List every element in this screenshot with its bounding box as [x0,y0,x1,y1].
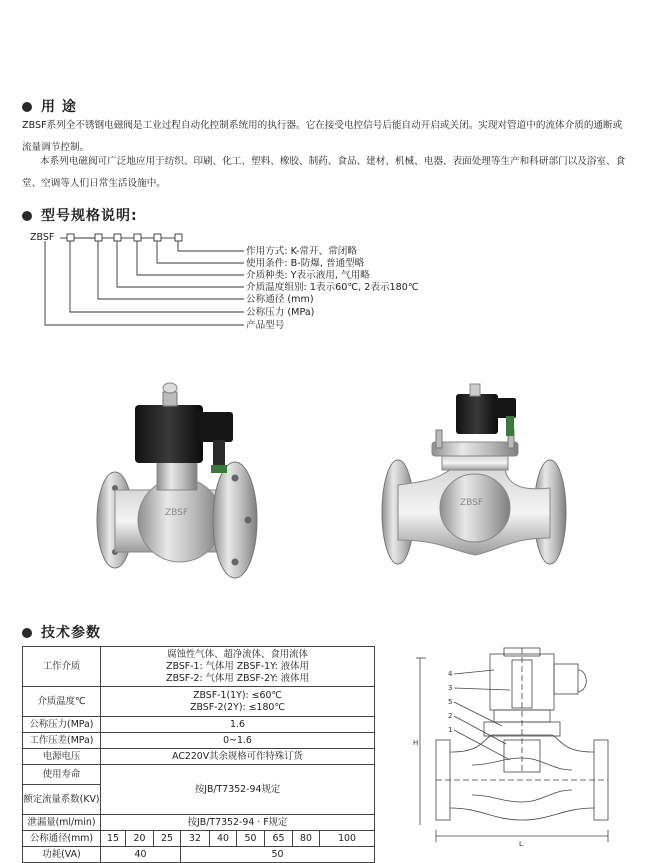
life-flow-value: 按JB/T7352-94规定 [101,765,375,815]
table-row [23,687,375,717]
spec-table [22,646,375,863]
bullet-icon [22,628,32,638]
pressure-value: 1.6 [101,717,375,733]
temp-value: ZBSF-1(1Y): ≤60℃ ZBSF-2(2Y): ≤180℃ [101,687,375,717]
right-brand-mark: ZBSF [460,498,484,508]
voltage-value: AC220V其余规格可作特殊订货 [101,749,375,765]
power-label: 功耗(VA) [23,847,101,863]
callout-5: 5 [448,698,453,706]
dn-cell: 25 [154,831,181,847]
dn-cell: 65 [265,831,293,847]
table-row [23,749,375,765]
valve-cross-section-drawing [412,640,624,852]
usage-paragraph-2: 本系列电磁阀可广泛地应用于纺织、印刷、化工、塑料、橡胶、制药、食品、建材、机械、电器、表面处理等生产和科研部门以及浴室、食堂、空调等人们日常生活设施中。 [22,156,626,189]
voltage-label: 电源电压 [23,749,101,765]
flow-label: 额定流量系数(KV) [23,785,101,815]
leak-label: 泄漏量(ml/min) [23,815,101,831]
callout-2: 2 [448,712,453,720]
callout-1: 1 [448,726,453,734]
dimension-l: L [519,840,523,848]
usage-paragraph-1: ZBSF系列全不锈钢电磁阀是工业过程自动化控制系统用的执行器。它在接受电控信号后能自动开启或关闭。实现对管道中的流体介质的通断或流量调节控制。 [22,120,623,153]
dn-cell: 15 [101,831,126,847]
diff-label: 工作压差(MPa) [23,733,101,749]
product-photo-right [380,380,570,590]
medium-value: 腐蚀性气体、超净流体、食用流体 ZBSF-1: 气体用 ZBSF-1Y: 液体用 ZBSF-2: 气体用 ZBSF-2Y: 液体用 [101,647,375,687]
life-label: 使用寿命 [23,765,101,785]
dn-cell: 20 [126,831,154,847]
legend-line-2: 使用条件: B-防爆, 普通型略 [246,258,365,269]
usage-heading: 用 途 [22,96,77,116]
callout-4: 4 [448,670,453,678]
dn-cell: 50 [237,831,265,847]
medium-label: 工作介质 [23,647,101,687]
legend-line-7: 产品型号 [246,320,285,331]
dn-cell: 32 [181,831,210,847]
table-row [23,815,375,831]
left-brand-mark: ZBSF [165,508,189,518]
pressure-label: 公称压力(MPa) [23,717,101,733]
dn-cell: 40 [210,831,237,847]
callout-3: 3 [448,684,453,692]
dimension-h: H [413,739,419,747]
model-code: ZBSF [30,232,55,243]
table-row [23,847,375,863]
table-row [23,831,375,847]
dn-cell: 80 [293,831,320,847]
table-row [23,765,375,785]
model-heading: 型号规格说明: [22,205,138,225]
table-row [23,717,375,733]
legend-line-5: 公称通径 (mm) [246,294,314,305]
power-value-2: 50 [181,847,375,863]
temp-label: 介质温度℃ [23,687,101,717]
product-photo-left [85,370,275,590]
legend-line-6: 公称压力 (MPa) [246,307,315,318]
legend-line-1: 作用方式: K-常开、常闭略 [246,246,357,257]
diff-value: 0~1.6 [101,733,375,749]
leak-value: 按JB/T7352-94 · F规定 [101,815,375,831]
legend-line-4: 介质温度组别: 1表示60℃, 2表示180℃ [246,282,419,293]
dn-cell: 100 [320,831,375,847]
dn-label: 公称通径(mm) [23,831,101,847]
table-row [23,733,375,749]
table-row [23,647,375,687]
legend-line-3: 介质种类: Y表示液用, 气用略 [246,270,370,281]
power-value-1: 40 [101,847,181,863]
tech-heading: 技术参数 [22,622,101,642]
